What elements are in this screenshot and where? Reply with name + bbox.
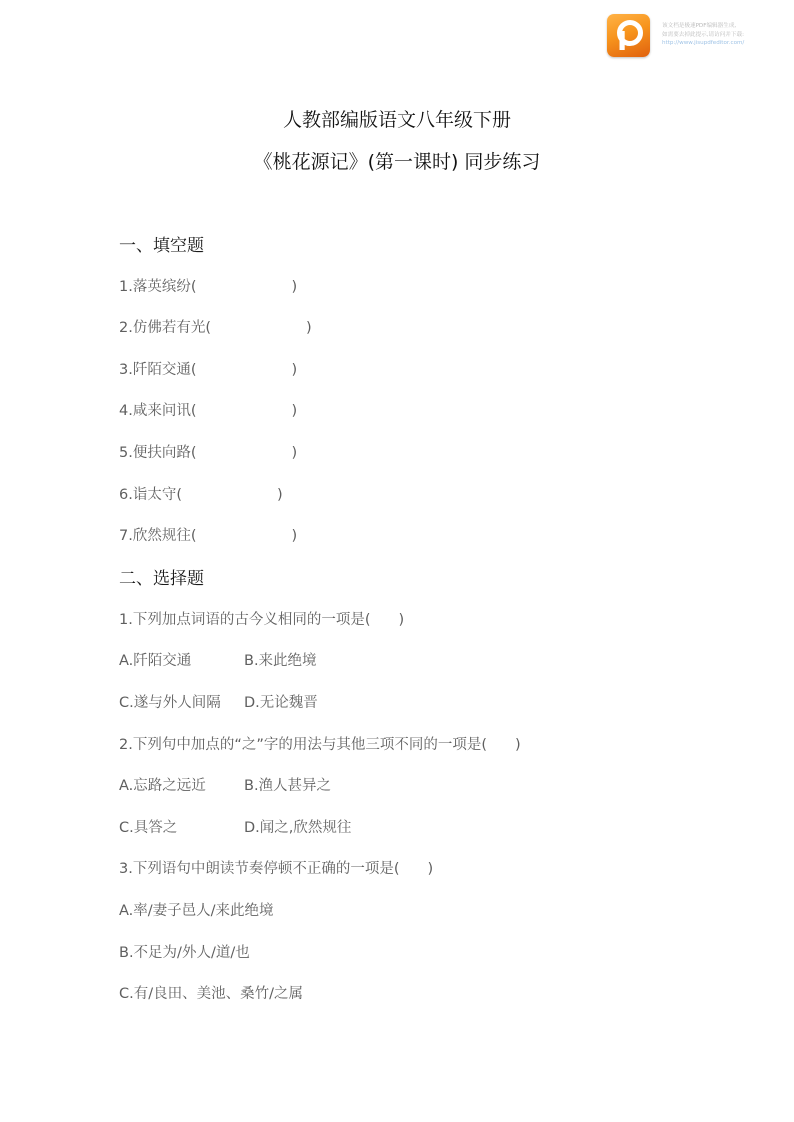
close-paren: )	[398, 612, 405, 628]
item-text: 4.咸来问讯(	[119, 403, 197, 419]
item-text: 1.落英缤纷(	[119, 279, 197, 295]
close-paren: )	[291, 445, 298, 461]
document-title: 人教部编版语文八年级下册	[282, 109, 511, 131]
option-row	[119, 816, 351, 837]
option-c: C.具答之	[119, 820, 178, 836]
pdf-editor-logo-icon	[607, 14, 650, 57]
close-paren: )	[427, 861, 434, 877]
section-heading-multiple-choice: 二、选择题	[119, 569, 204, 589]
watermark-url[interactable]: http://www.jisupdfeditor.com/	[662, 40, 745, 46]
fill-blank-item	[119, 483, 283, 504]
watermark-notice	[662, 22, 744, 48]
option-c: C.遂与外人间隔	[119, 695, 221, 711]
option-row	[119, 649, 317, 670]
fill-blank-item	[119, 441, 297, 462]
stem-text: 2.下列句中加点的“之”字的用法与其他三项不同的一项是(	[119, 737, 488, 753]
close-paren: )	[291, 362, 298, 378]
fill-blank-item	[119, 275, 297, 296]
option-b: B.来此绝境	[244, 653, 317, 669]
option-row	[119, 691, 318, 712]
stem-text: 1.下列加点词语的古今义相同的一项是(	[119, 612, 371, 628]
item-text: 7.欣然规往(	[119, 528, 197, 544]
fill-blank-item	[119, 358, 297, 379]
option-b: B.渔人甚异之	[244, 778, 332, 794]
option-d: D.无论魏晋	[244, 695, 318, 711]
close-paren: )	[291, 279, 298, 295]
stem-text: 3.下列语句中朗读节奏停顿不正确的一项是(	[119, 861, 400, 877]
question-stem	[119, 857, 433, 878]
document-subtitle: 《桃花源记》(第一课时) 同步练习	[253, 151, 541, 173]
question-stem	[119, 733, 521, 754]
close-paren: )	[306, 320, 312, 336]
option-row	[119, 774, 331, 795]
item-text: 5.便扶向路(	[119, 445, 197, 461]
fill-blank-item	[119, 316, 312, 337]
item-text: 2.仿佛若有光(	[119, 320, 211, 336]
option-a: A.阡陌交通	[119, 653, 192, 669]
item-text: 6.诣太守(	[119, 487, 182, 503]
item-text: 3.阡陌交通(	[119, 362, 197, 378]
option-b: B.不足为/外人/道/也	[119, 945, 250, 961]
close-paren: )	[291, 528, 298, 544]
close-paren: )	[515, 737, 521, 753]
option-c: C.有/良田、美池、桑竹/之属	[119, 986, 304, 1002]
watermark-line: 如需要去掉此提示,请访问并下载:	[662, 31, 744, 38]
question-stem	[119, 608, 404, 629]
fill-blank-item	[119, 399, 297, 420]
option-a: A.率/妻子邑人/来此绝境	[119, 903, 274, 919]
close-paren: )	[291, 403, 298, 419]
option-d: D.闻之,欣然规往	[244, 820, 352, 836]
option-a: A.忘路之远近	[119, 778, 206, 794]
watermark-line: 该文档是极速PDF编辑器生成,	[662, 23, 737, 29]
fill-blank-item	[119, 524, 297, 545]
section-heading-fill-blank: 一、填空题	[119, 236, 204, 256]
close-paren: )	[277, 487, 283, 503]
